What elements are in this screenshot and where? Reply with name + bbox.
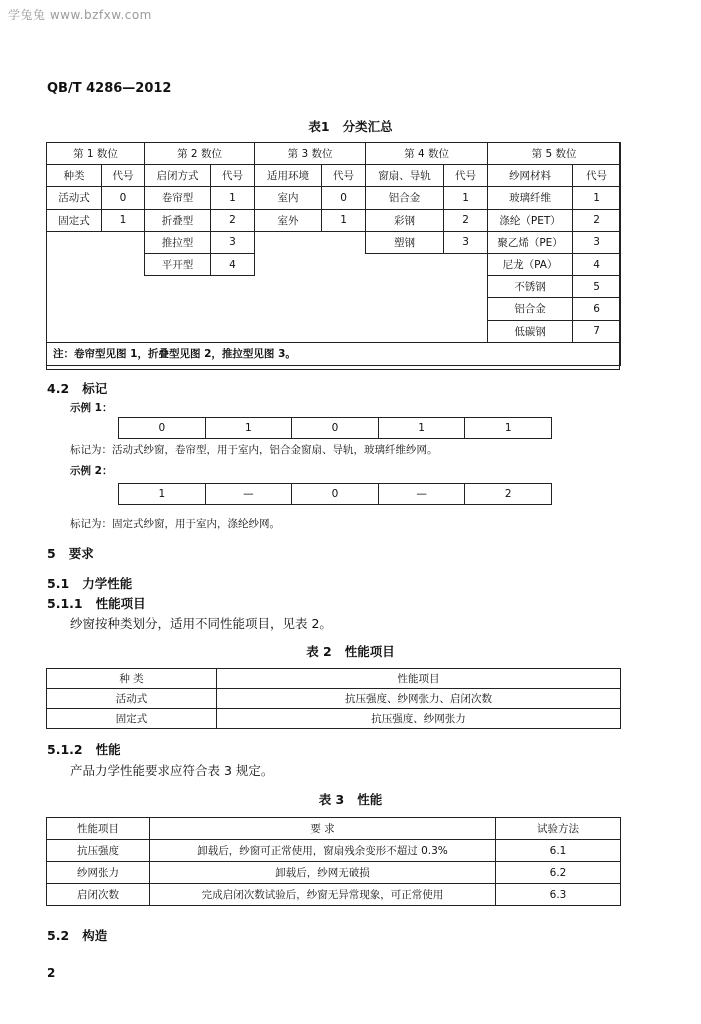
table-cell: 室内: [255, 187, 322, 209]
column-header: 试验方法: [496, 818, 621, 840]
section-5-1-2-text: 产品力学性能要求应符合表 3 规定。: [70, 763, 274, 778]
table-cell: 3: [444, 231, 488, 253]
table-cell: 纱网张力: [47, 862, 150, 884]
subheader: 代号: [444, 165, 488, 187]
marking-cell: 1: [504, 422, 512, 434]
position-header: 第 1 数位: [47, 143, 145, 165]
section-5-1-1-text: 纱窗按种类划分，适用不同性能项目，见表 2。: [70, 616, 332, 631]
example2-text: 标记为：固定式纱窗，用于室内，涤纶纱网。: [70, 518, 280, 530]
table-cell: 7: [573, 320, 621, 342]
table-cell: 铝合金: [366, 187, 444, 209]
table-row: [47, 709, 621, 729]
table-cell: 2: [444, 209, 488, 231]
section-5-heading: 5 要求: [47, 546, 94, 561]
example2-marking: [118, 483, 552, 505]
table2-caption: 表 2 性能项目: [306, 644, 395, 659]
table-cell: 低碳钢: [488, 320, 573, 342]
table-row: [47, 689, 621, 709]
table-cell: 推拉型: [145, 231, 211, 253]
table-cell: 4: [211, 253, 255, 275]
table-row: [47, 209, 621, 231]
table-row: [47, 884, 621, 906]
table-cell: 卸载后，纱网无破损: [150, 862, 496, 884]
table-cell: 塑钢: [366, 231, 444, 253]
table-cell: 完成启闭次数试验后，纱窗无异常现象，可正常使用: [150, 884, 496, 906]
table-row: [47, 276, 621, 298]
section-5-1-1-heading: 5.1.1 性能项目: [47, 596, 146, 611]
section-5-1-heading: 5.1 力学性能: [47, 576, 133, 591]
table-row: [47, 862, 621, 884]
subheader: 适用环境: [255, 165, 322, 187]
watermark: 学兔兔 www.bzfxw.com: [8, 8, 152, 22]
page-number: 2: [47, 966, 56, 980]
section-5-2-heading: 5.2 构造: [47, 928, 108, 943]
table-cell: 聚乙烯（PE）: [488, 231, 573, 253]
example2-label: 示例 2：: [70, 465, 113, 477]
classification-table: [46, 142, 621, 366]
marking-cell: 0: [292, 418, 379, 438]
table1-caption: 表1 分类汇总: [308, 119, 393, 134]
table-cell: 平开型: [145, 253, 211, 275]
table-cell: 室外: [255, 209, 322, 231]
marking-cell: 0: [292, 484, 379, 504]
column-header: 要 求: [150, 818, 496, 840]
subheader: 代号: [573, 165, 621, 187]
table-cell: 2: [573, 209, 621, 231]
table-cell: 3: [211, 231, 255, 253]
subheader: 纱网材料: [488, 165, 573, 187]
table1-subheader-row: [47, 165, 621, 187]
table-cell: 1: [102, 209, 145, 231]
table3-caption: 表 3 性能: [318, 792, 383, 807]
marking-cell: 0: [119, 418, 206, 438]
table1-position-row: [47, 143, 621, 165]
position-header: 第 2 数位: [145, 143, 255, 165]
column-header: 种 类: [47, 669, 217, 689]
table-cell: 0: [102, 187, 145, 209]
example1-text: 标记为：活动式纱窗，卷帘型，用于室内，铝合金窗扇、导轨，玻璃纤维纱网。: [70, 444, 438, 456]
table1-note: 注：卷帘型见图 1，折叠型见图 2，推拉型见图 3。: [47, 342, 621, 365]
table-cell: 铝合金: [488, 298, 573, 320]
marking-cell: —: [206, 484, 293, 504]
table-cell: 玻璃纤维: [488, 187, 573, 209]
table-cell: 2: [211, 209, 255, 231]
table-cell: 彩钢: [366, 209, 444, 231]
section-4-2-heading: 4.2 标记: [47, 381, 108, 396]
table-cell: 不锈钢: [488, 276, 573, 298]
table-cell: 折叠型: [145, 209, 211, 231]
performance-items-table: [46, 668, 621, 729]
position-header: 第 3 数位: [255, 143, 366, 165]
table-row: [47, 253, 621, 275]
marking-cell: 2: [504, 488, 512, 500]
table-cell: 固定式: [47, 209, 102, 231]
table-cell: 6: [573, 298, 621, 320]
table-cell: 1: [211, 187, 255, 209]
table-cell: 活动式: [47, 187, 102, 209]
table-cell: 6.1: [496, 840, 621, 862]
table-header-row: [47, 669, 621, 689]
subheader: 代号: [211, 165, 255, 187]
table-row: [47, 298, 621, 320]
example1-marking: [118, 417, 552, 439]
table-cell: 抗压强度: [47, 840, 150, 862]
position-header: 第 5 数位: [488, 143, 621, 165]
table-cell: 抗压强度、纱网张力、启闭次数: [217, 689, 621, 709]
marking-cell: —: [379, 484, 466, 504]
table-cell: 1: [573, 187, 621, 209]
standard-number: QB/T 4286—2012: [47, 81, 172, 96]
column-header: 性能项目: [217, 669, 621, 689]
example1-label: 示例 1：: [70, 402, 113, 414]
subheader: 代号: [102, 165, 145, 187]
table-cell: 1: [444, 187, 488, 209]
table-cell: 固定式: [47, 709, 217, 729]
table-cell: 卸载后，纱窗可正常使用，窗扇残余变形不超过 0.3%: [150, 840, 496, 862]
subheader: 启闭方式: [145, 165, 211, 187]
table-row: [47, 231, 621, 253]
table-cell: 3: [573, 231, 621, 253]
subheader: 种类: [47, 165, 102, 187]
marking-cell: 1: [379, 418, 466, 438]
position-header: 第 4 数位: [366, 143, 488, 165]
table-cell: 5: [573, 276, 621, 298]
table-cell: 抗压强度、纱网张力: [217, 709, 621, 729]
table-cell: 卷帘型: [145, 187, 211, 209]
column-header: 性能项目: [47, 818, 150, 840]
table-cell: 4: [573, 253, 621, 275]
marking-cell: 1: [119, 484, 206, 504]
table-cell: 活动式: [47, 689, 217, 709]
subheader: 窗扇、导轨: [366, 165, 444, 187]
table-cell: 启闭次数: [47, 884, 150, 906]
table-row: [47, 320, 621, 342]
table-cell: 涤纶（PET）: [488, 209, 573, 231]
table-cell: 6.3: [496, 884, 621, 906]
table-cell: 6.2: [496, 862, 621, 884]
table-cell: 尼龙（PA）: [488, 253, 573, 275]
table-row: [47, 187, 621, 209]
table-row: [47, 840, 621, 862]
performance-table: [46, 817, 621, 906]
subheader: 代号: [322, 165, 366, 187]
table-cell: 1: [322, 209, 366, 231]
table-header-row: [47, 818, 621, 840]
section-5-1-2-heading: 5.1.2 性能: [47, 742, 121, 757]
table-cell: 0: [322, 187, 366, 209]
marking-cell: 1: [206, 418, 293, 438]
